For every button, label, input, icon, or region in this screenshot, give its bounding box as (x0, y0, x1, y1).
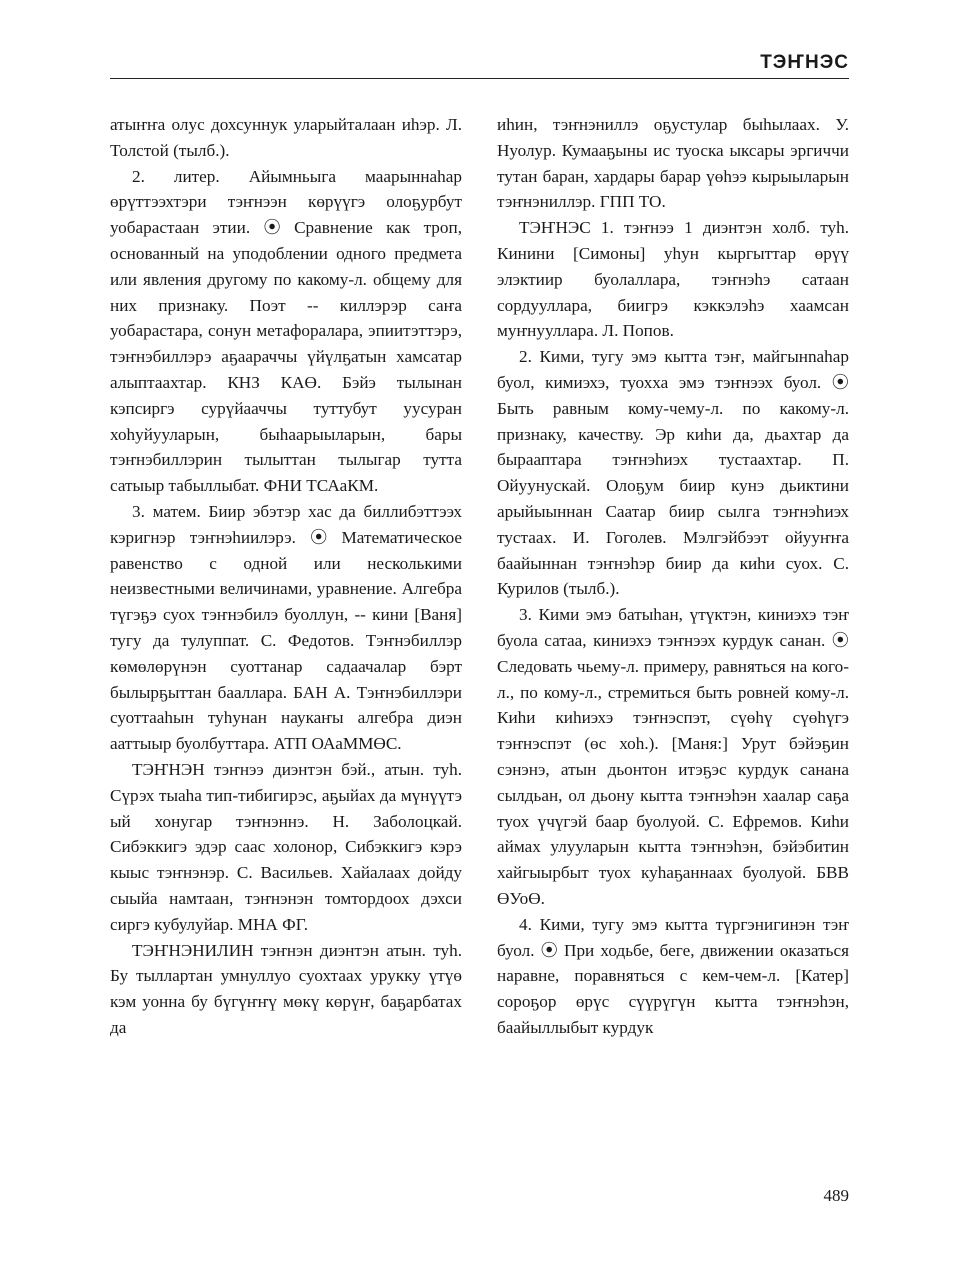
paragraph: 3. Кими эмэ батыһан, үтүктэн, киниэхэ тэҥ буола сатаа, киниэхэ тэҥнээх курдук санан. ⦿ Следовать чьему-л. примеру, равняться на кого-л., по кому-л., стремиться быть ровней кому-л. Киһи киһиэхэ тэҥнэспэт, сүөһү сүөһүгэ тэҥнэспэт (өс хоһ.). [Маня:] Урут бэйэҕин сэнэнэ, атын дьонтон итэҕэс курдук санана сылдьан, ол дьону кытта тэҥнэһэн хаалар саҕа туох үчүгэй баар буолуой. С. Ефремов. Киһи аймах улууларын кытта тэҥнэһэн, бэйэбитин хайгыырбыт туох куһаҕаннаах буолуой. БВВ ӨУоӨ. (497, 605, 849, 908)
paragraph: 4. Кими, тугу эмэ кытта түргэнигинэн тэҥ буол. ⦿ При ходьбе, беге, движении оказаться наравне, поравняться с кем-чем-л. [Катер] сороҕор өрүс сүүрүгүн кытта тэҥнэһэн, баайыллыбыт курдук (497, 914, 849, 1037)
entry-paragraph: ТЭҤНЭС 1. тэҥнээ 1 диэнтэн холб. туһ. Кинини [Симоны] уһун кыргыттар өрүү элэктиир буолаллара, тэҥнэһэ сатаан сордууллара, биигрэ кэккэлэһэ хаамсан муҥнууллара. Л. Попов. (497, 218, 849, 341)
paragraph: 2. литер. Айымньыга маарыннаһар өрүттээхтэри тэҥнээн көрүүгэ олоҕурбут уобарастаан этии. ⦿ Сравнение как троп, основанный на уподоблении одного предмета или явления другому по какому-л. общему для них признаку. Поэт -- киллэрэр саҥа уобарастара, сонун метафоралара, эпиитэттэрэ, тэҥнэбиллэрэ аҕаараччы үйүлҕатын хамсатар алыптаахтар. КНЗ КАӨ. Бэйэ тылынан кэпсиргэ сурүйааччы туттубут уусуран хоһуйууларын, быһаарыыларын, бары тэҥнэбиллэрин тылыттан тылыгар тутта сатыыр табыллыбат. ФНИ ТСАаКМ. (110, 166, 462, 496)
left-column (110, 112, 462, 1041)
running-head: ТЭҤНЭС (760, 52, 849, 73)
page-number: 489 (823, 1186, 849, 1205)
paragraph: 3. матем. Биир эбэтэр хас да биллибэттээх кэригнэр тэҥнэһиилэрэ. ⦿ Математическое равенство с одной или несколькими неизвестными величинами, уравнение. Алгебра түгэҕэ суох тэҥнэбилэ буоллун, -- кини [Ваня] тугу да тулуппат. С. Федотов. Тэҥнэбиллэр көмөлөрүнэн суоттанар садаачалар бэрт былырҕыттан бааллара. БАН А. Тэҥнэбиллэри суоттааһын туһунан наукаҥы алгебра диэн ааттыыр буолбуттара. АТП ОАаММӨС. (110, 501, 462, 754)
paragraph: 2. Кими, тугу эмэ кытта тэҥ, майгынnaһар буол, кимиэхэ, туохха эмэ тэҥнээх буол. ⦿ Быть равным кому-чему-л. по какому-л. признаку, качеству. Эр киһи да, дьахтар да бырааптара тэҥнэһиэх тустаахтар. П. Ойуунускай. Олоҕум биир кунэ дьиктини арыйыыннан Саатар биир сылга тэҥнэһиэх тустаах. И. Гоголев. Мэлгэйбээт ойууҥҥа баайыннан тэҥнэһэр биир да киһи суох. С. Курилов (тылб.). (497, 347, 849, 599)
entry-paragraph: ТЭҤНЭН тэҥнээ диэнтэн бэй., атын. туһ. Сүрэх тыаһа тип-тибигирэс, аҕыйах да мүнүүтэ ый хонугар тэҥнэннэ. Н. Заболоцкай. Сибэккигэ эдэр саас холонор, Сибэккигэ кэрэ кыыс тэҥнэнэр. С. Васильев. Хайалаах дойду сыыйа намтаан, тэҥнэнэн томтордоох дэхси сиргэ кубулуйар. МНА ФГ. (110, 759, 462, 934)
paragraph: атыҥҥа олус дохсуннук уларыйталаан иһэр. Л. Толстой (тылб.). (110, 115, 462, 160)
header-rule (110, 78, 849, 79)
right-column (497, 112, 849, 1041)
entry-paragraph: ТЭҤНЭНИЛИН тэҥнэн диэнтэн атын. туһ. Бу тыллартан умнуллуо суохтаах урукку үтүө кэм уонна бу бүгүҥҥү мөкү көрүҥ, баҕарбатах да (110, 940, 462, 1037)
paragraph: иһин, тэҥнэниллэ оҕустулар быһылаах. У. Нуолур. Кумааҕыны ис туоска ыксары эргиччи тутан баран, хардары барар үөһээ кырыыларын тэҥнэниллэр. ГПП ТО. (497, 115, 849, 212)
